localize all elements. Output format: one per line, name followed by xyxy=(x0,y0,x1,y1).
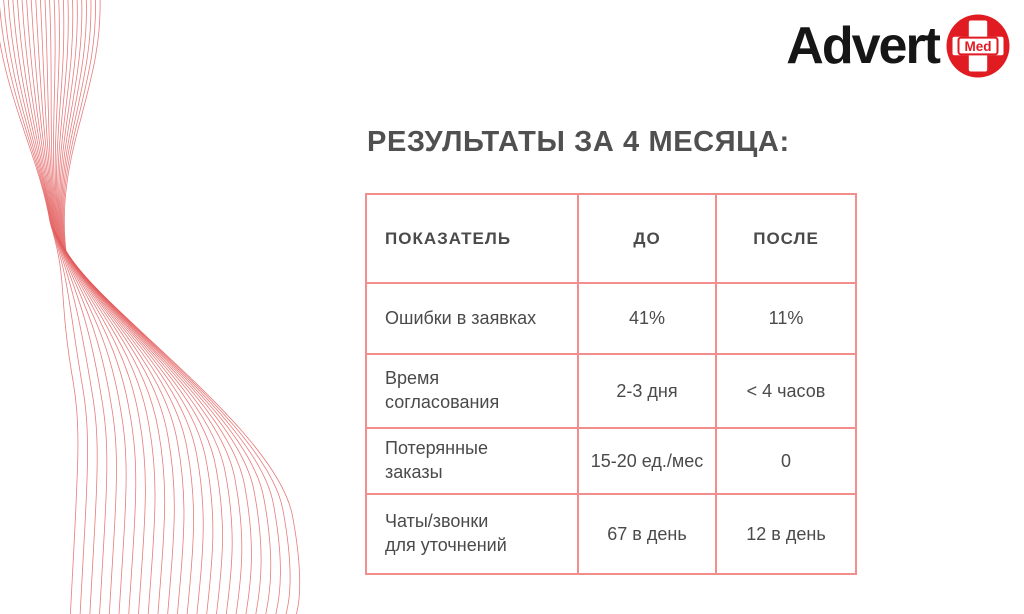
table-row xyxy=(366,428,856,494)
header-before: ДО xyxy=(578,194,716,283)
table-row xyxy=(366,494,856,574)
metric-label-line2: для уточнений xyxy=(385,535,507,555)
metric-cell xyxy=(366,283,578,354)
before-value: 41% xyxy=(578,283,716,354)
metric-cell xyxy=(366,494,578,574)
metric-label-line2: заказы xyxy=(385,462,443,482)
after-value: < 4 часов xyxy=(716,354,856,428)
logo-brand-text: Advert xyxy=(786,17,939,75)
medical-cross-icon xyxy=(946,14,1010,78)
results-table xyxy=(365,193,857,575)
table-header-row xyxy=(366,194,856,283)
before-value: 67 в день xyxy=(578,494,716,574)
metric-label: Ошибки в заявках xyxy=(385,307,537,328)
logo-badge-text: Med xyxy=(964,38,992,54)
table-row xyxy=(366,283,856,354)
after-value: 11% xyxy=(716,283,856,354)
wave-lines-svg xyxy=(0,0,340,614)
before-value: 2-3 дня xyxy=(578,354,716,428)
metric-cell xyxy=(366,354,578,428)
table-row xyxy=(366,354,856,428)
metric-label-line2: согласования xyxy=(385,392,500,412)
metric-cell xyxy=(366,428,578,494)
metric-label: Время xyxy=(385,368,440,389)
after-value: 12 в день xyxy=(716,494,856,574)
metric-label: Потерянные xyxy=(385,438,488,459)
metric-label: Чаты/звонки xyxy=(385,511,489,532)
header-metric: ПОКАЗАТЕЛЬ xyxy=(366,194,578,283)
after-value: 0 xyxy=(716,428,856,494)
logo xyxy=(786,14,1010,78)
before-value: 15-20 ед./мес xyxy=(578,428,716,494)
header-after: ПОСЛЕ xyxy=(716,194,856,283)
page-title: РЕЗУЛЬТАТЫ ЗА 4 МЕСЯЦА: xyxy=(367,126,790,158)
wave-decoration xyxy=(0,0,340,614)
